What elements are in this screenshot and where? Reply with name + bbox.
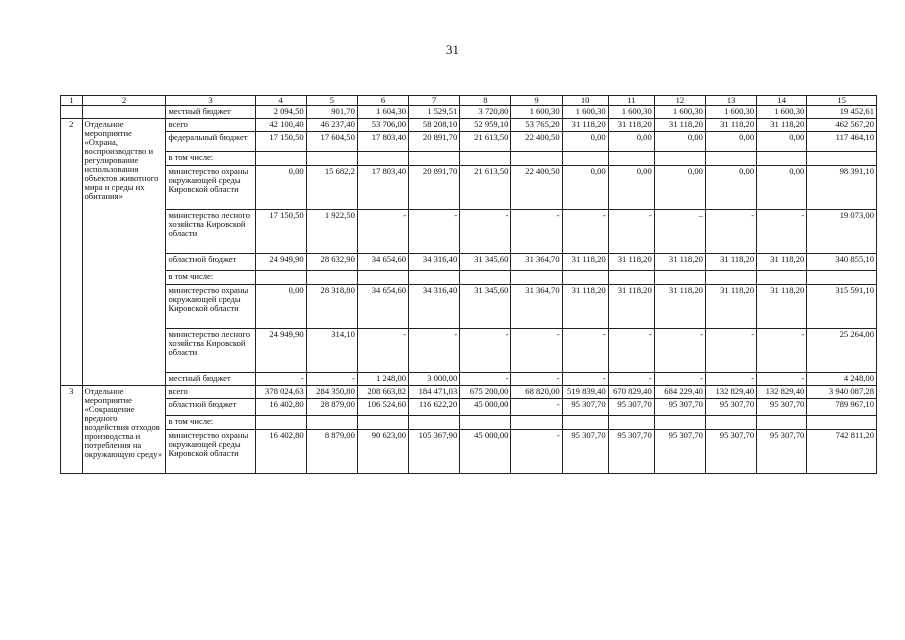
value-cell: 95 307,70 xyxy=(705,430,756,474)
value-cell: 675 200,00 xyxy=(460,386,511,399)
value-cell: - xyxy=(608,210,654,254)
value-cell: 17 150,50 xyxy=(255,210,306,254)
value-cell xyxy=(255,271,306,285)
value-cell: 95 307,70 xyxy=(562,430,608,474)
value-cell: 17 150,50 xyxy=(255,132,306,152)
column-header: 11 xyxy=(608,96,654,106)
value-cell xyxy=(357,271,408,285)
table-row xyxy=(61,166,877,210)
value-cell xyxy=(255,152,306,166)
value-cell: - xyxy=(460,373,511,386)
value-cell: - xyxy=(608,373,654,386)
source-label-cell: всего xyxy=(166,386,255,399)
value-cell: 95 307,70 xyxy=(608,399,654,416)
value-cell: 46 237,40 xyxy=(306,119,357,132)
value-cell: 22 400,50 xyxy=(511,132,562,152)
value-cell: 31 118,20 xyxy=(757,285,807,329)
value-cell: 0,00 xyxy=(255,166,306,210)
value-cell xyxy=(409,271,460,285)
value-cell: 31 118,20 xyxy=(654,119,705,132)
value-cell: 1 600,30 xyxy=(511,106,562,119)
value-cell: 34 316,40 xyxy=(409,285,460,329)
value-cell: 31 118,20 xyxy=(705,254,756,271)
value-cell: 31 118,20 xyxy=(562,285,608,329)
value-cell xyxy=(511,416,562,430)
measure-number: 3 xyxy=(61,386,83,474)
value-cell xyxy=(807,271,877,285)
column-header: 7 xyxy=(409,96,460,106)
value-cell xyxy=(357,416,408,430)
source-label-cell: областной бюджет xyxy=(166,254,255,271)
value-cell: 42 100,40 xyxy=(255,119,306,132)
column-header: 6 xyxy=(357,96,408,106)
value-cell: - xyxy=(757,210,807,254)
value-cell: 742 811,20 xyxy=(807,430,877,474)
value-cell: 315 591,10 xyxy=(807,285,877,329)
value-cell: 19 452,61 xyxy=(807,106,877,119)
value-cell: 1 600,30 xyxy=(757,106,807,119)
value-cell xyxy=(255,416,306,430)
value-cell xyxy=(757,152,807,166)
value-cell: - xyxy=(357,210,408,254)
table-row xyxy=(61,430,877,474)
value-cell: 1 604,30 xyxy=(357,106,408,119)
table-row xyxy=(61,132,877,152)
value-cell: 95 307,70 xyxy=(757,430,807,474)
table-row xyxy=(61,329,877,373)
value-cell: 31 118,20 xyxy=(654,254,705,271)
value-cell xyxy=(654,271,705,285)
value-cell: - xyxy=(562,210,608,254)
value-cell: - xyxy=(409,210,460,254)
value-cell xyxy=(807,152,877,166)
value-cell: 0,00 xyxy=(608,166,654,210)
value-cell: 0,00 xyxy=(757,132,807,152)
value-cell: 34 654,60 xyxy=(357,254,408,271)
value-cell: 20 891,70 xyxy=(409,166,460,210)
value-cell: - xyxy=(705,329,756,373)
value-cell xyxy=(460,416,511,430)
value-cell: 184 471,03 xyxy=(409,386,460,399)
value-cell: 95 307,70 xyxy=(654,430,705,474)
value-cell: - xyxy=(460,210,511,254)
value-cell xyxy=(757,416,807,430)
value-cell: 901,70 xyxy=(306,106,357,119)
value-cell: 31 118,20 xyxy=(608,285,654,329)
value-cell xyxy=(409,152,460,166)
value-cell: 1 600,30 xyxy=(562,106,608,119)
value-cell: 90 623,00 xyxy=(357,430,408,474)
value-cell: 21 613,50 xyxy=(460,166,511,210)
value-cell: 31 364,70 xyxy=(511,285,562,329)
value-cell: 17 803,40 xyxy=(357,166,408,210)
value-cell: – xyxy=(654,210,705,254)
value-cell: 15 682,2 xyxy=(306,166,357,210)
column-header: 1 xyxy=(61,96,83,106)
column-header: 13 xyxy=(705,96,756,106)
value-cell: 68 820,00 xyxy=(511,386,562,399)
value-cell: 31 345,60 xyxy=(460,254,511,271)
value-cell: - xyxy=(460,329,511,373)
column-header: 3 xyxy=(166,96,255,106)
value-cell xyxy=(608,152,654,166)
value-cell xyxy=(460,271,511,285)
value-cell: 0,00 xyxy=(255,285,306,329)
value-cell: 31 118,20 xyxy=(562,119,608,132)
value-cell: 20 891,70 xyxy=(409,132,460,152)
value-cell xyxy=(562,271,608,285)
value-cell: 95 307,70 xyxy=(654,399,705,416)
value-cell: 95 307,70 xyxy=(705,399,756,416)
value-cell: 31 118,20 xyxy=(562,254,608,271)
value-cell: 28 879,00 xyxy=(306,399,357,416)
source-label-cell: министерство лесного хозяйства Кировской области xyxy=(166,210,255,254)
value-cell: - xyxy=(705,210,756,254)
value-cell: 1 529,51 xyxy=(409,106,460,119)
value-cell xyxy=(357,152,408,166)
table-row xyxy=(61,416,877,430)
source-label-cell: всего xyxy=(166,119,255,132)
value-cell xyxy=(511,152,562,166)
value-cell xyxy=(705,271,756,285)
value-cell: 0,00 xyxy=(654,132,705,152)
value-cell xyxy=(306,152,357,166)
value-cell xyxy=(705,152,756,166)
value-cell: - xyxy=(409,329,460,373)
value-cell: 132 829,40 xyxy=(757,386,807,399)
value-cell: - xyxy=(757,373,807,386)
value-cell: - xyxy=(511,399,562,416)
value-cell: - xyxy=(757,329,807,373)
value-cell: 105 367,90 xyxy=(409,430,460,474)
column-header: 4 xyxy=(255,96,306,106)
value-cell: 17 803,40 xyxy=(357,132,408,152)
value-cell: 378 024,63 xyxy=(255,386,306,399)
value-cell: 24 949,90 xyxy=(255,329,306,373)
value-cell: 1 600,30 xyxy=(654,106,705,119)
value-cell xyxy=(608,416,654,430)
value-cell: 31 345,60 xyxy=(460,285,511,329)
value-cell: 31 118,20 xyxy=(608,254,654,271)
budget-table xyxy=(60,95,877,474)
table-row xyxy=(61,399,877,416)
value-cell: 0,00 xyxy=(562,132,608,152)
value-cell: 670 829,40 xyxy=(608,386,654,399)
column-header: 14 xyxy=(757,96,807,106)
value-cell: 4 248,00 xyxy=(807,373,877,386)
source-label-cell: в том числе: xyxy=(166,416,255,430)
value-cell: 1 248,00 xyxy=(357,373,408,386)
value-cell: - xyxy=(562,373,608,386)
page-number: 31 xyxy=(446,42,459,57)
table-row xyxy=(61,373,877,386)
value-cell: - xyxy=(255,373,306,386)
value-cell: 53 765,20 xyxy=(511,119,562,132)
value-cell: 8 879,00 xyxy=(306,430,357,474)
table-row xyxy=(61,285,877,329)
value-cell xyxy=(807,416,877,430)
value-cell: 31 118,20 xyxy=(608,119,654,132)
value-cell: 58 208,10 xyxy=(409,119,460,132)
measure-name: Отдельное мероприятие «Сокращение вредного воздействия отходов производства и потребления на окружающую среду» xyxy=(82,386,166,474)
value-cell: 31 118,20 xyxy=(654,285,705,329)
value-cell: 21 613,50 xyxy=(460,132,511,152)
value-cell: - xyxy=(511,430,562,474)
value-cell: 0,00 xyxy=(757,166,807,210)
source-label-cell: местный бюджет xyxy=(166,106,255,119)
column-header: 15 xyxy=(807,96,877,106)
source-label-cell: в том числе: xyxy=(166,271,255,285)
value-cell: 31 118,20 xyxy=(705,119,756,132)
value-cell: 314,10 xyxy=(306,329,357,373)
value-cell xyxy=(306,416,357,430)
value-cell xyxy=(705,416,756,430)
column-header: 10 xyxy=(562,96,608,106)
value-cell: 0,00 xyxy=(705,132,756,152)
value-cell: - xyxy=(511,210,562,254)
source-label-cell: областной бюджет xyxy=(166,399,255,416)
value-cell: 0,00 xyxy=(705,166,756,210)
value-cell: 1 922,50 xyxy=(306,210,357,254)
table-row xyxy=(61,152,877,166)
table-row xyxy=(61,210,877,254)
measure-number: 2 xyxy=(61,119,83,386)
value-cell: 34 316,40 xyxy=(409,254,460,271)
column-header: 9 xyxy=(511,96,562,106)
value-cell: 340 855,10 xyxy=(807,254,877,271)
value-cell: 31 118,20 xyxy=(757,119,807,132)
source-label-cell: министерство охраны окружающей среды Кировской области xyxy=(166,166,255,210)
value-cell: 31 364,70 xyxy=(511,254,562,271)
value-cell: 3 000,00 xyxy=(409,373,460,386)
value-cell xyxy=(562,152,608,166)
table-row xyxy=(61,271,877,285)
value-cell: 16 402,80 xyxy=(255,399,306,416)
value-cell: 52 959,10 xyxy=(460,119,511,132)
value-cell: 22 400,50 xyxy=(511,166,562,210)
source-label-cell: в том числе: xyxy=(166,152,255,166)
value-cell xyxy=(654,416,705,430)
value-cell: 789 967,10 xyxy=(807,399,877,416)
value-cell: 208 663,82 xyxy=(357,386,408,399)
value-cell: 95 307,70 xyxy=(608,430,654,474)
value-cell: 16 402,80 xyxy=(255,430,306,474)
value-cell: - xyxy=(562,329,608,373)
value-cell: 98 391,10 xyxy=(807,166,877,210)
value-cell: 45 000,00 xyxy=(460,399,511,416)
value-cell xyxy=(306,271,357,285)
table-row xyxy=(61,386,877,399)
value-cell: - xyxy=(654,373,705,386)
value-cell: 24 949,90 xyxy=(255,254,306,271)
value-cell: 284 350,80 xyxy=(306,386,357,399)
value-cell: - xyxy=(608,329,654,373)
value-cell: - xyxy=(306,373,357,386)
value-cell xyxy=(608,271,654,285)
value-cell: 45 000,00 xyxy=(460,430,511,474)
value-cell: 28 318,80 xyxy=(306,285,357,329)
column-header: 12 xyxy=(654,96,705,106)
value-cell: 28 632,90 xyxy=(306,254,357,271)
value-cell: 0,00 xyxy=(562,166,608,210)
measure-name: Отдельное мероприятие «Охрана, воспроизводство и регулирование использования объектов животного мира и среды их обитания» xyxy=(82,119,166,386)
source-label-cell: местный бюджет xyxy=(166,373,255,386)
value-cell: 19 073,00 xyxy=(807,210,877,254)
column-header: 8 xyxy=(460,96,511,106)
value-cell: 0,00 xyxy=(654,166,705,210)
value-cell: 0,00 xyxy=(608,132,654,152)
value-cell xyxy=(409,416,460,430)
value-cell: 3 940 087,28 xyxy=(807,386,877,399)
value-cell xyxy=(562,416,608,430)
value-cell: 116 622,20 xyxy=(409,399,460,416)
source-label-cell: министерство охраны окружающей среды Кировской области xyxy=(166,285,255,329)
value-cell: - xyxy=(511,329,562,373)
value-cell: 31 118,20 xyxy=(757,254,807,271)
value-cell: 25 264,00 xyxy=(807,329,877,373)
value-cell: 31 118,20 xyxy=(705,285,756,329)
value-cell: 2 094,50 xyxy=(255,106,306,119)
value-cell: - xyxy=(511,373,562,386)
value-cell: 17 604,50 xyxy=(306,132,357,152)
measure-name-cell xyxy=(82,106,166,119)
value-cell xyxy=(511,271,562,285)
value-cell xyxy=(654,152,705,166)
value-cell: - xyxy=(654,329,705,373)
value-cell: 117 464,10 xyxy=(807,132,877,152)
value-cell: 95 307,70 xyxy=(757,399,807,416)
value-cell: 519 839,40 xyxy=(562,386,608,399)
value-cell: 132 829,40 xyxy=(705,386,756,399)
column-header: 5 xyxy=(306,96,357,106)
source-label-cell: министерство охраны окружающей среды Кировской области xyxy=(166,430,255,474)
value-cell: 1 600,30 xyxy=(608,106,654,119)
table-row xyxy=(61,106,877,119)
column-header: 2 xyxy=(82,96,166,106)
source-label-cell: федеральный бюджет xyxy=(166,132,255,152)
value-cell: 106 524,60 xyxy=(357,399,408,416)
value-cell: - xyxy=(357,329,408,373)
value-cell: 1 600,30 xyxy=(705,106,756,119)
header-row xyxy=(61,96,877,106)
source-label-cell: министерство лесного хозяйства Кировской области xyxy=(166,329,255,373)
value-cell: 53 706,00 xyxy=(357,119,408,132)
value-cell: 95 307,70 xyxy=(562,399,608,416)
value-cell: 684 229,40 xyxy=(654,386,705,399)
value-cell xyxy=(460,152,511,166)
table-row xyxy=(61,254,877,271)
value-cell xyxy=(757,271,807,285)
value-cell: - xyxy=(705,373,756,386)
value-cell: 462 567,20 xyxy=(807,119,877,132)
value-cell: 34 654,60 xyxy=(357,285,408,329)
table-row xyxy=(61,119,877,132)
row-number-cell xyxy=(61,106,83,119)
value-cell: 3 720,80 xyxy=(460,106,511,119)
